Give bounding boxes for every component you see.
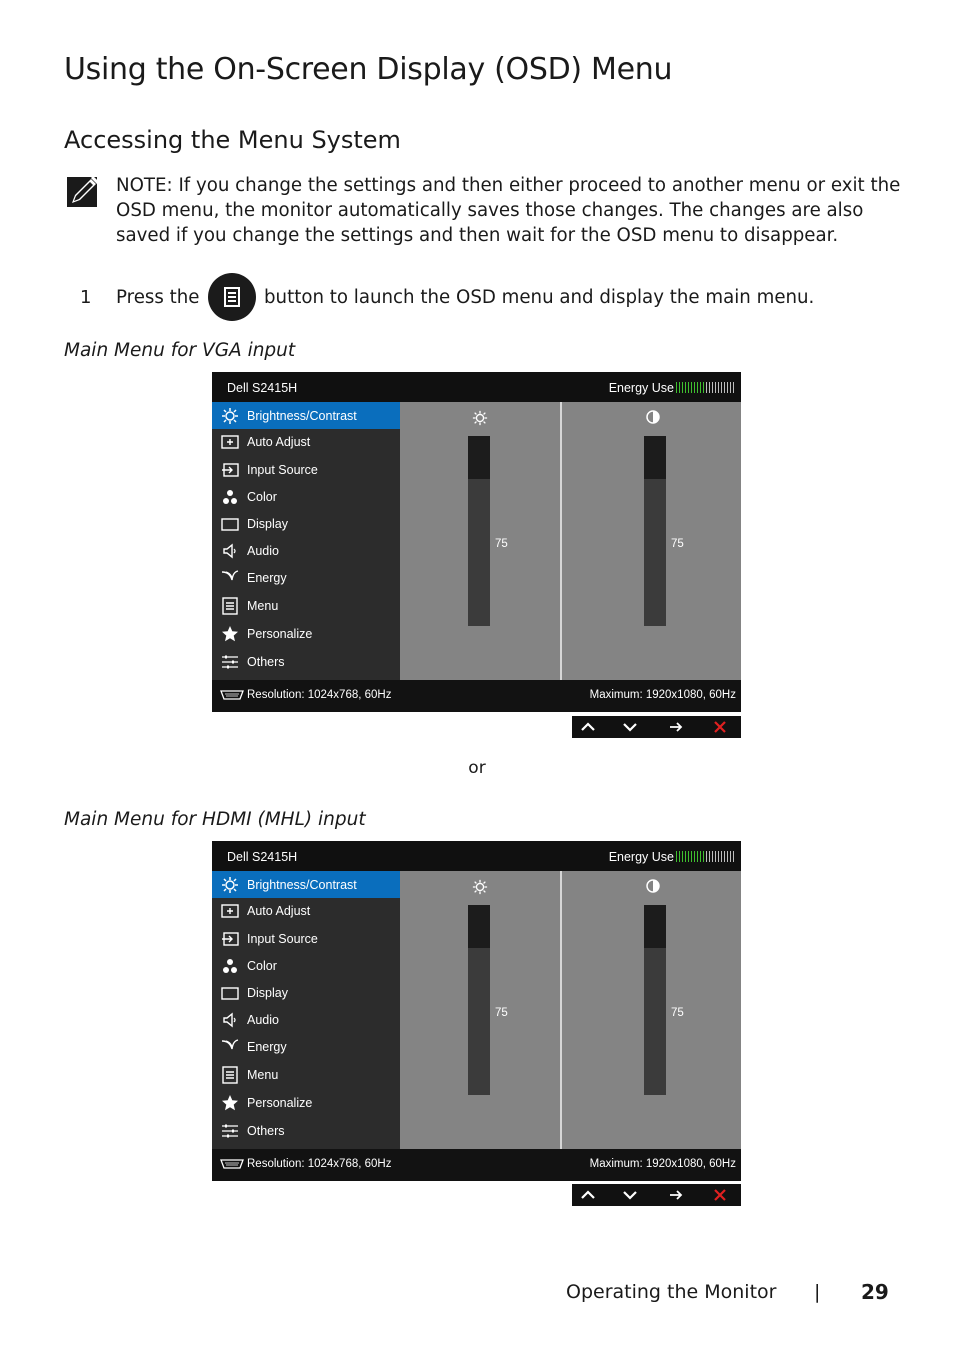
osd-menu-label: Personalize <box>247 627 313 641</box>
down-button[interactable] <box>614 1184 654 1206</box>
osd-menu-label: Brightness/Contrast <box>247 409 357 423</box>
brightness-icon <box>472 410 488 426</box>
osd-status-bar <box>212 680 741 712</box>
section-heading: Accessing the Menu System <box>64 126 401 154</box>
step-number: 1 <box>80 287 92 308</box>
close-icon <box>712 719 728 735</box>
osd-model: Dell S2415H <box>227 850 298 864</box>
osd-menu-item-display[interactable] <box>212 511 400 537</box>
osd-menu-label: Display <box>247 986 288 1000</box>
color-icon <box>221 488 239 506</box>
osd-menu-item-others[interactable] <box>212 1118 400 1144</box>
or-text: or <box>468 758 486 778</box>
audio-icon <box>221 1011 239 1029</box>
audio-icon <box>221 542 239 560</box>
arrow-right-icon <box>668 1187 684 1203</box>
osd-menu-item-personalize[interactable] <box>212 1090 400 1116</box>
vga-caption: Main Menu for VGA input <box>64 340 296 361</box>
color-icon <box>221 957 239 975</box>
osd-title-bar <box>212 841 741 871</box>
auto-adjust-icon <box>221 433 239 451</box>
contrast-value: 75 <box>671 538 684 550</box>
osd-menu-label: Color <box>247 490 277 504</box>
osd-menu-label: Energy <box>247 571 287 585</box>
input-source-icon <box>221 930 239 948</box>
osd-menu-label: Auto Adjust <box>247 435 311 449</box>
osd-menu-item-energy[interactable] <box>212 565 400 591</box>
brightness-icon <box>472 879 488 895</box>
energy-use <box>609 850 736 865</box>
others-icon <box>221 653 239 671</box>
connector-icon <box>220 1159 244 1169</box>
osd-menu-item-input-source[interactable] <box>212 926 400 952</box>
brightness-panel <box>400 871 560 1149</box>
osd-menu-item-audio[interactable] <box>212 538 400 564</box>
osd-maximum-resolution: Maximum: 1920x1080, 60Hz <box>589 1158 736 1170</box>
osd-menu-label: Audio <box>247 544 279 558</box>
others-icon <box>221 1122 239 1140</box>
contrast-icon <box>646 879 660 893</box>
osd-resolution: Resolution: 1024x768, 60Hz <box>247 689 392 701</box>
up-button[interactable] <box>572 716 612 738</box>
osd-nav-vga <box>572 716 741 738</box>
osd-menu-label: Personalize <box>247 1096 313 1110</box>
energy-meter-icon <box>676 851 736 865</box>
chevron-down-icon <box>622 719 638 735</box>
osd-vga <box>212 372 741 712</box>
osd-title-bar <box>212 372 741 402</box>
arrow-right-icon <box>668 719 684 735</box>
osd-menu-item-color[interactable] <box>212 953 400 979</box>
footer-separator: | <box>814 1281 821 1303</box>
osd-menu-item-brightness-contrast[interactable] <box>212 402 400 429</box>
energy-label: Energy Use <box>608 381 674 395</box>
osd-menu-label: Menu <box>247 1068 279 1082</box>
menu-icon <box>224 287 240 307</box>
contrast-value: 75 <box>671 1007 684 1019</box>
menu-button <box>208 273 256 321</box>
osd-menu-list <box>212 402 400 680</box>
osd-menu-label: Audio <box>247 1013 279 1027</box>
energy-icon <box>221 569 239 587</box>
osd-menu-label: Input Source <box>247 463 318 477</box>
chevron-down-icon <box>622 1187 638 1203</box>
osd-resolution: Resolution: 1024x768, 60Hz <box>247 1158 392 1170</box>
contrast-icon <box>646 410 660 424</box>
note-text <box>116 173 906 248</box>
up-button[interactable] <box>572 1184 612 1206</box>
osd-menu-label: Auto Adjust <box>247 904 311 918</box>
osd-menu-label: Energy <box>247 1040 287 1054</box>
note-body: If you change the settings and then either proceed to another menu or exit the OSD menu, the monitor automatically saves those changes. The changes are also saved if you change the settings and then wait for the OSD menu to disappear. <box>116 175 901 246</box>
exit-button[interactable] <box>704 1184 744 1206</box>
contrast-panel <box>562 402 741 680</box>
brightness-slider[interactable] <box>468 905 490 1095</box>
osd-menu-item-color[interactable] <box>212 484 400 510</box>
osd-nav-hdmi <box>572 1184 741 1206</box>
auto-adjust-icon <box>221 902 239 920</box>
input-source-icon <box>221 461 239 479</box>
chevron-up-icon <box>580 719 596 735</box>
contrast-slider[interactable] <box>644 436 666 626</box>
osd-menu-item-menu[interactable] <box>212 1062 400 1088</box>
footer-section: Operating the Monitor <box>566 1281 777 1303</box>
brightness-icon <box>221 407 239 425</box>
energy-meter-icon <box>676 382 736 396</box>
osd-menu-item-others[interactable] <box>212 649 400 675</box>
page-title: Using the On-Screen Display (OSD) Menu <box>64 52 673 87</box>
exit-button[interactable] <box>704 716 744 738</box>
brightness-panel <box>400 402 560 680</box>
contrast-panel <box>562 871 741 1149</box>
osd-menu-label: Brightness/Contrast <box>247 878 357 892</box>
osd-model: Dell S2415H <box>227 381 298 395</box>
chevron-up-icon <box>580 1187 596 1203</box>
note-label: NOTE: <box>116 175 173 196</box>
page-number: 29 <box>861 1280 889 1304</box>
brightness-slider[interactable] <box>468 436 490 626</box>
osd-menu-item-auto-adjust[interactable] <box>212 898 400 924</box>
osd-menu-label: Input Source <box>247 932 318 946</box>
osd-menu-label: Menu <box>247 599 279 613</box>
energy-use <box>609 381 736 396</box>
display-icon <box>221 984 239 1002</box>
display-icon <box>221 515 239 533</box>
osd-menu-label: Others <box>247 655 285 669</box>
menu-icon <box>221 597 239 615</box>
osd-menu-label: Others <box>247 1124 285 1138</box>
hdmi-caption: Main Menu for HDMI (MHL) input <box>64 809 366 830</box>
star-icon <box>221 1094 239 1112</box>
note-pencil-icon <box>66 174 100 210</box>
osd-menu-item-audio[interactable] <box>212 1007 400 1033</box>
osd-maximum-resolution: Maximum: 1920x1080, 60Hz <box>589 689 736 701</box>
star-icon <box>221 625 239 643</box>
menu-icon <box>221 1066 239 1084</box>
osd-menu-item-display[interactable] <box>212 980 400 1006</box>
enter-button[interactable] <box>660 1184 700 1206</box>
step-text-before: Press the <box>116 287 200 308</box>
osd-menu-item-brightness-contrast[interactable] <box>212 871 400 898</box>
osd-menu-label: Color <box>247 959 277 973</box>
down-button[interactable] <box>614 716 654 738</box>
osd-menu-item-personalize[interactable] <box>212 621 400 647</box>
energy-icon <box>221 1038 239 1056</box>
osd-menu-item-energy[interactable] <box>212 1034 400 1060</box>
brightness-value: 75 <box>495 538 508 550</box>
brightness-value: 75 <box>495 1007 508 1019</box>
brightness-icon <box>221 876 239 894</box>
close-icon <box>712 1187 728 1203</box>
enter-button[interactable] <box>660 716 700 738</box>
osd-status-bar <box>212 1149 741 1181</box>
energy-label: Energy Use <box>608 850 674 864</box>
step-text-after: button to launch the OSD menu and display the main menu. <box>264 287 815 308</box>
osd-menu-item-input-source[interactable] <box>212 457 400 483</box>
osd-menu-label: Display <box>247 517 288 531</box>
contrast-slider[interactable] <box>644 905 666 1095</box>
osd-menu-list <box>212 871 400 1149</box>
connector-icon <box>220 690 244 700</box>
osd-menu-item-auto-adjust[interactable] <box>212 429 400 455</box>
osd-hdmi <box>212 841 741 1181</box>
osd-menu-item-menu[interactable] <box>212 593 400 619</box>
